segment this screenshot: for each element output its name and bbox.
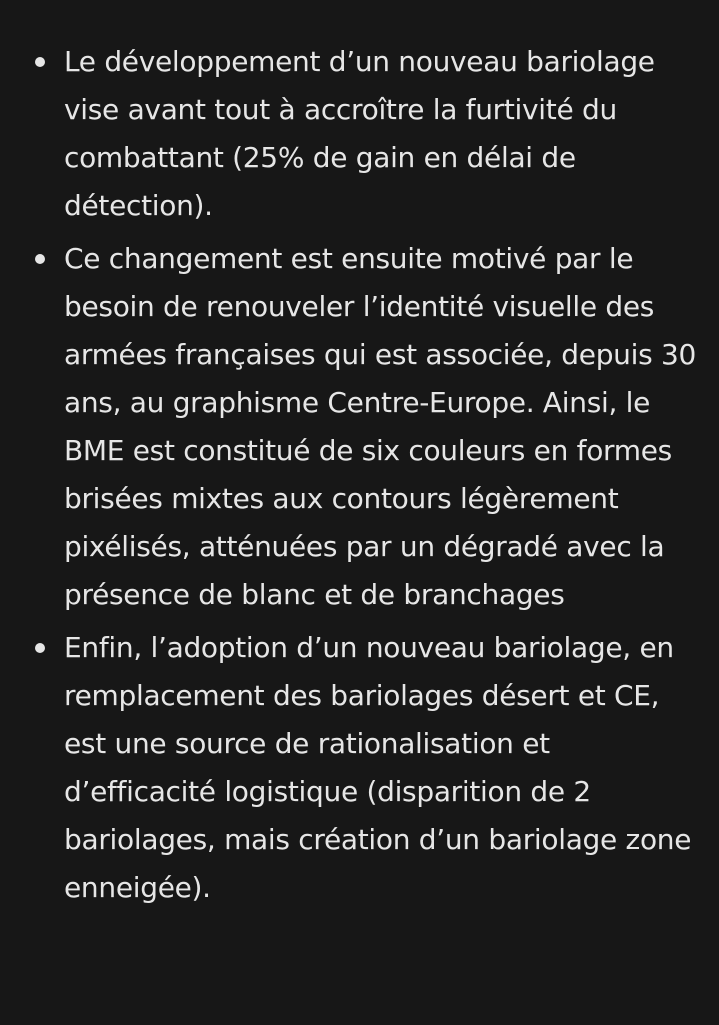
bullet-item-identite-visuelle: Ce changement est ensuite motivé par le besoin de renouveler l’identité visuelle des armées françaises qui est associée, depuis 30 ans, au graphisme Centre-Europe. Ainsi, le BME est constitué de six couleurs en formes brisées mixtes aux contours légèrement pixélisés, atténuées par un dégradé avec la présence de blanc et de branchages xyxy=(0,235,719,619)
bullet-item-rationalisation: Enfin, l’adoption d’un nouveau bariolage, en remplacement des bariolages désert et CE, est une source de rationalisation et d’efficacité logistique (disparition de 2 bariolages, mais création d’un bariolage zone enneigée). xyxy=(0,624,719,912)
bullet-list xyxy=(0,38,719,912)
bullet-item-furtivite: Le développement d’un nouveau bariolage vise avant tout à accroître la furtivité du combattant (25% de gain en délai de détection). xyxy=(0,38,719,230)
text-content xyxy=(0,38,719,917)
